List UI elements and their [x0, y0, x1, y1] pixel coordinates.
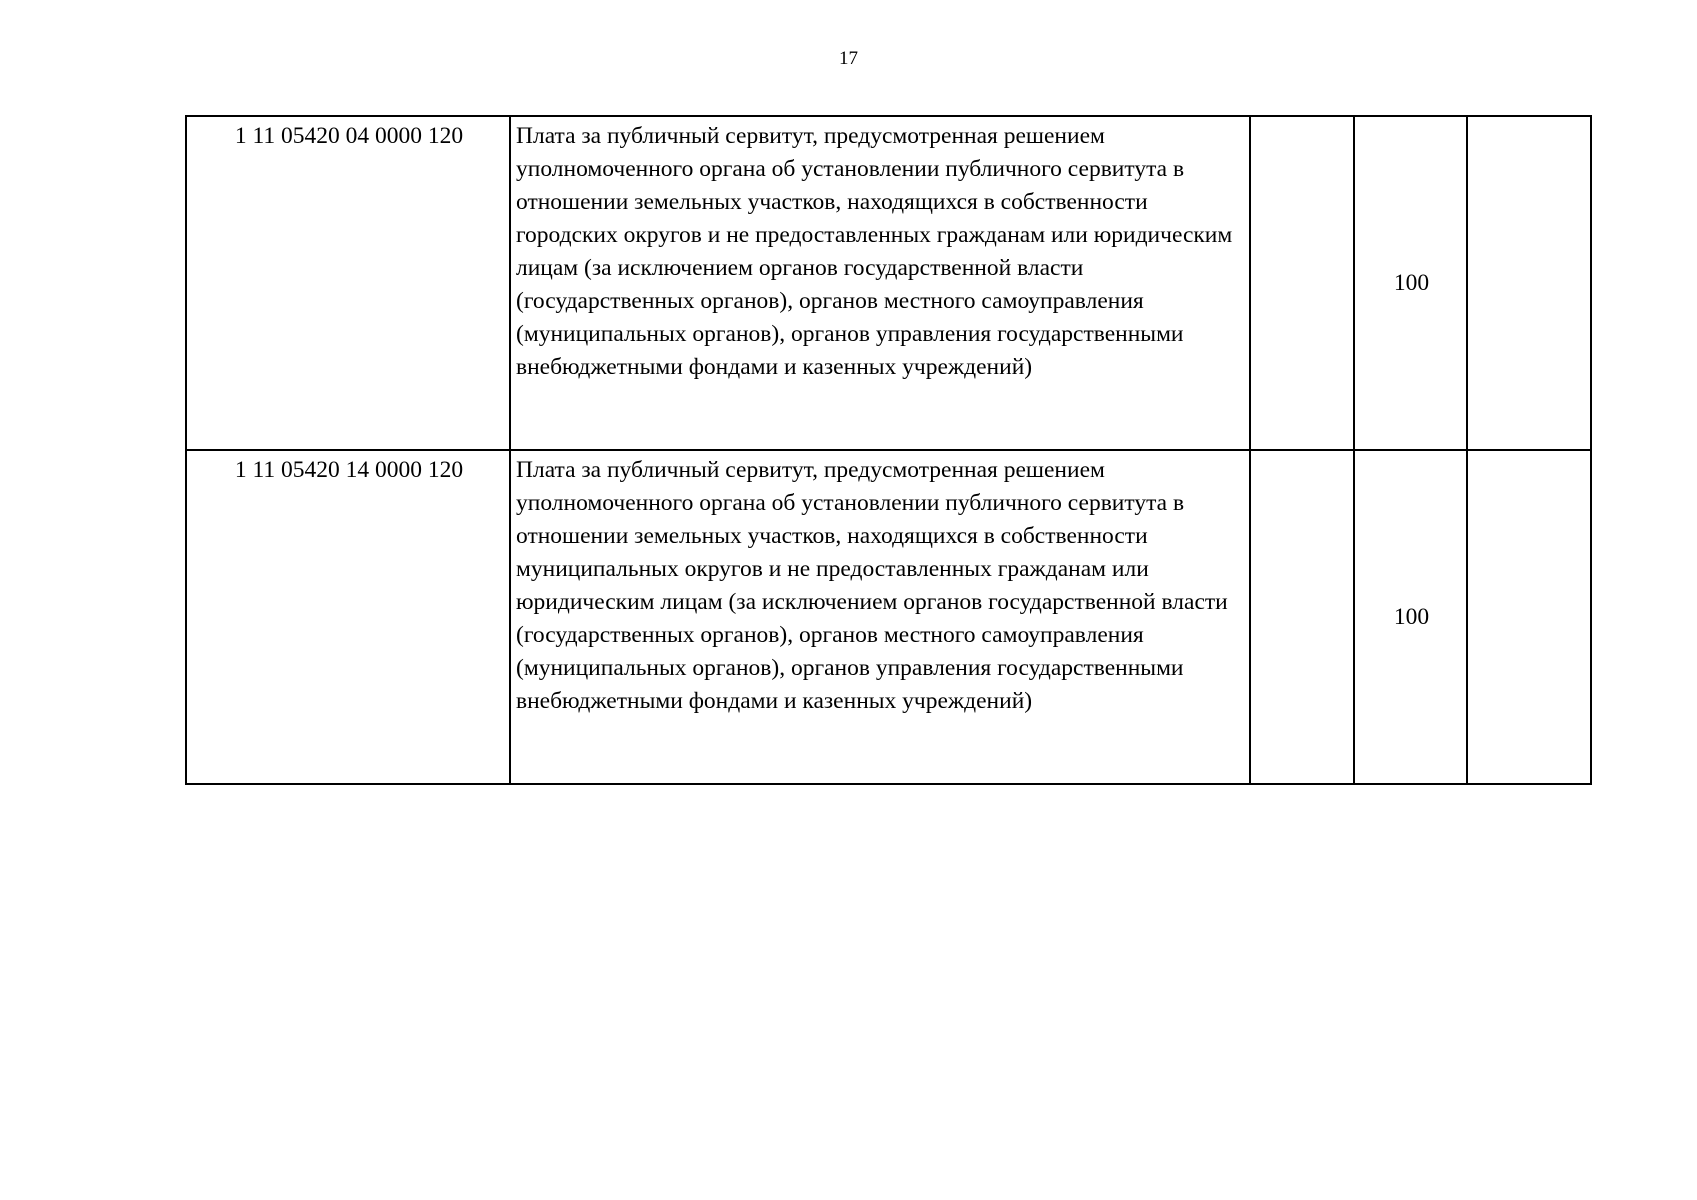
revenue-name-cell: Плата за публичный сервитут, предусмотренная решением уполномоченного органа об установлении публичного сервитута в отношении земельных участков, находящихся в собственности городских округов и не предоставленных гражданам или юридическим лицам (за исключением органов государственной власти (государственных органов), органов местного самоуправления (муниципальных органов), органов управления государственными внебюджетными фондами и казенных учреждений): [510, 116, 1250, 450]
column-5-cell: [1467, 450, 1591, 784]
budget-code-cell: 1 11 05420 04 0000 120: [186, 116, 510, 450]
revenue-name-cell: Плата за публичный сервитут, предусмотренная решением уполномоченного органа об установлении публичного сервитута в отношении земельных участков, находящихся в собственности муниципальных округов и не предоставленных гражданам или юридическим лицам (за исключением органов государственной власти (государственных органов), органов местного самоуправления (муниципальных органов), органов управления государственными внебюджетными фондами и казенных учреждений): [510, 450, 1250, 784]
percent-cell: 100: [1354, 116, 1467, 450]
budget-code-cell: 1 11 05420 14 0000 120: [186, 450, 510, 784]
page-number: 17: [839, 48, 858, 69]
column-3-cell: [1250, 116, 1354, 450]
percent-cell: 100: [1354, 450, 1467, 784]
table-row: [186, 116, 1591, 450]
revenue-table: [185, 115, 1592, 785]
table-row: [186, 450, 1591, 784]
column-3-cell: [1250, 450, 1354, 784]
column-5-cell: [1467, 116, 1591, 450]
